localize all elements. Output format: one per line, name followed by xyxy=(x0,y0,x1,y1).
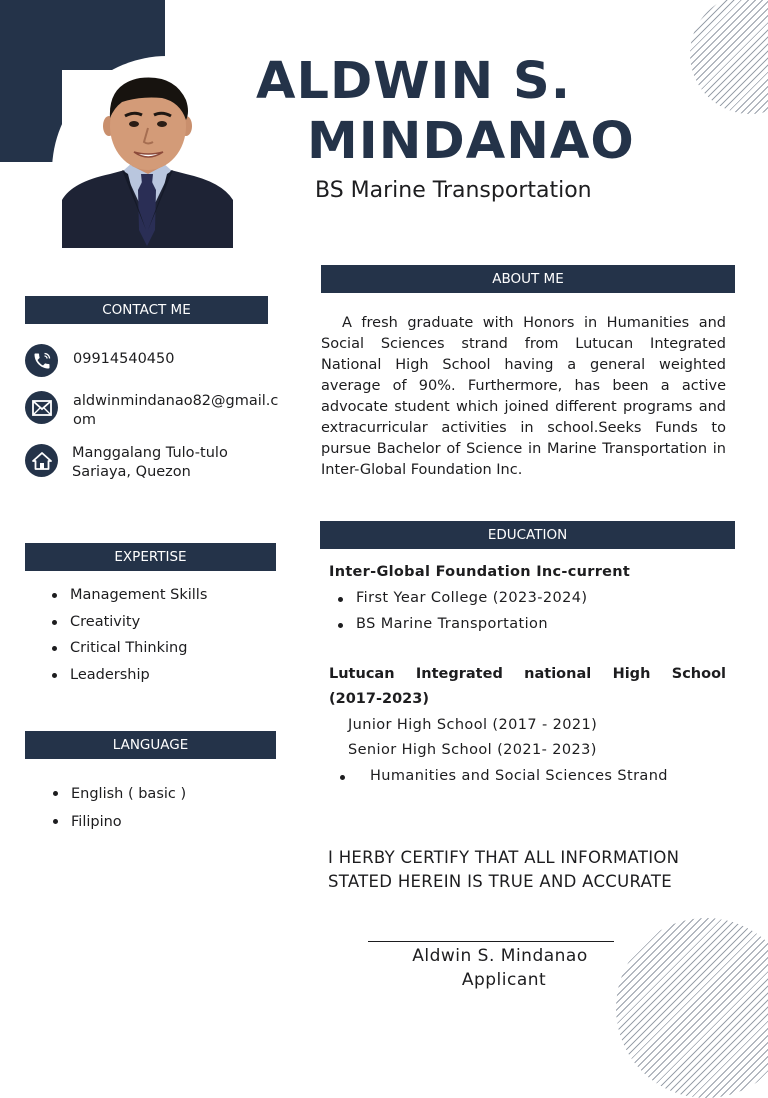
highschool-name: Lutucan Integrated national High School (2017-2023) xyxy=(329,666,726,707)
education-heading: EDUCATION xyxy=(320,521,735,549)
home-icon xyxy=(25,444,58,477)
phone-icon xyxy=(25,344,58,377)
signature-name: Aldwin S. Mindanao xyxy=(412,946,588,966)
list-item: BS Marine Transportation xyxy=(336,612,588,638)
signature-role: Applicant xyxy=(461,970,547,990)
about-heading: ABOUT ME xyxy=(321,265,735,293)
list-item: Filipino xyxy=(51,808,186,836)
list-item: Creativity xyxy=(50,609,207,636)
strand: Humanities and Social Sciences Strand xyxy=(370,768,668,784)
list-item: Leadership xyxy=(50,662,207,689)
degree-title: BS Marine Transportation xyxy=(315,178,592,203)
list-item: Management Skills xyxy=(50,582,207,609)
expertise-heading: EXPERTISE xyxy=(25,543,276,571)
name-line-1: ALDWIN S. xyxy=(256,52,572,111)
senior-high: Senior High School (2021- 2023) xyxy=(348,742,597,758)
address-line-2: Sariaya, Quezon xyxy=(72,464,191,480)
junior-high: Junior High School (2017 - 2021) xyxy=(348,717,598,733)
bullet xyxy=(340,775,345,780)
profile-photo xyxy=(62,70,233,248)
list-item: Critical Thinking xyxy=(50,635,207,662)
phone-number: 09914540450 xyxy=(73,351,175,367)
certification-text xyxy=(328,846,679,894)
certification-line-2: STATED HEREIN IS TRUE AND ACCURATE xyxy=(328,872,672,891)
address-line-1: Manggalang Tulo-tulo xyxy=(72,445,228,461)
list-item: First Year College (2023-2024) xyxy=(336,586,588,612)
contact-heading: CONTACT ME xyxy=(25,296,268,324)
email-address: aldwinmindanao82@gmail.com xyxy=(73,393,279,428)
certification-line-1: I HERBY CERTIFY THAT ALL INFORMATION xyxy=(328,848,680,867)
list-item: English ( basic ) xyxy=(51,780,186,808)
college-name: Inter-Global Foundation Inc-current xyxy=(329,564,631,580)
signature-line xyxy=(368,941,614,942)
hatch-decoration-bottom xyxy=(616,918,768,1098)
about-text xyxy=(321,313,726,481)
mail-icon xyxy=(25,391,58,424)
name-line-2: MINDANAO xyxy=(307,112,635,171)
about-paragraph: A fresh graduate with Honors in Humanities and Social Sciences strand from Lutucan Integrated National High School having a general weighted average of 90%. Furthermore, has been a active advocate student which joined different programs and extracurricular activities in school.Seeks Funds to pursue Bachelor of Science in Marine Transportation in Inter-Global Foundation Inc. xyxy=(321,315,726,478)
hatch-decoration-top xyxy=(690,0,768,114)
college-list xyxy=(336,586,588,637)
language-heading: LANGUAGE xyxy=(25,731,276,759)
language-list xyxy=(51,780,186,836)
expertise-list xyxy=(50,582,207,688)
